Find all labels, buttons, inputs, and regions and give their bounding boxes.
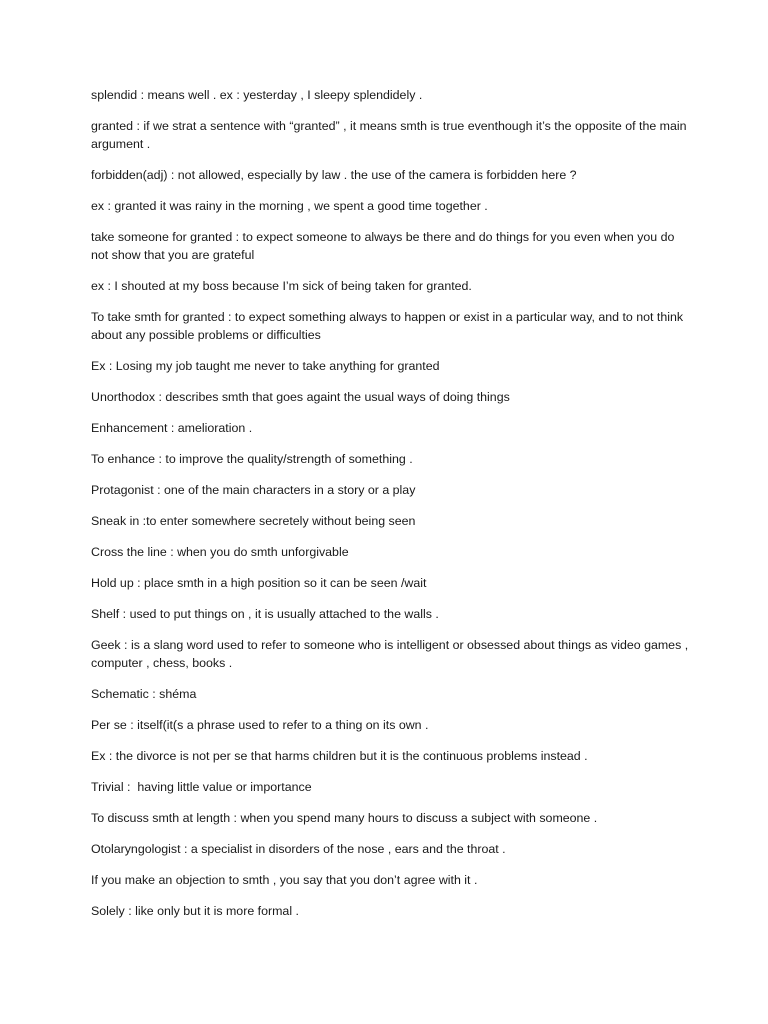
paragraph: Trivial : having little value or importance: [91, 780, 312, 794]
paragraph: Ex : Losing my job taught me never to take anything for granted: [91, 359, 440, 373]
paragraph: Hold up : place smth in a high position so it can be seen /wait: [91, 576, 427, 590]
paragraph: forbidden(adj) : not allowed, especially by law . the use of the camera is forbidden here ?: [91, 168, 577, 182]
paragraph: Per se : itself(it(s a phrase used to refer to a thing on its own .: [91, 718, 429, 732]
paragraph: If you make an objection to smth , you say that you don’t agree with it .: [91, 873, 478, 887]
paragraph: granted : if we strat a sentence with “granted” , it means smth is true eventhough it’s the opposite of the main argument .: [91, 119, 690, 151]
paragraph: Cross the line : when you do smth unforgivable: [91, 545, 349, 559]
paragraph: Schematic : shéma: [91, 687, 197, 701]
paragraph: ex : granted it was rainy in the morning , we spent a good time together .: [91, 199, 488, 213]
paragraph: To discuss smth at length : when you spend many hours to discuss a subject with someone .: [91, 811, 598, 825]
paragraph: take someone for granted : to expect someone to always be there and do things for you even when you do not show that you are grateful: [91, 230, 678, 262]
paragraph: Enhancement : amelioration .: [91, 421, 253, 435]
paragraph: Geek : is a slang word used to refer to someone who is intelligent or obsessed about things as video games , computer , chess, books .: [91, 638, 692, 670]
paragraph: Ex : the divorce is not per se that harms children but it is the continuous problems instead .: [91, 749, 588, 763]
paragraph: Protagonist : one of the main characters in a story or a play: [91, 483, 416, 497]
paragraph: Unorthodox : describes smth that goes againt the usual ways of doing things: [91, 390, 510, 404]
paragraph: To take smth for granted : to expect something always to happen or exist in a particular way, and to not think about any possible problems or difficulties: [91, 310, 687, 342]
paragraph: ex : I shouted at my boss because I’m sick of being taken for granted.: [91, 279, 472, 293]
paragraph: Sneak in :to enter somewhere secretely without being seen: [91, 514, 416, 528]
paragraph: To enhance : to improve the quality/strength of something .: [91, 452, 413, 466]
paragraph: splendid : means well . ex : yesterday , I sleepy splendidely .: [91, 88, 423, 102]
paragraph: Shelf : used to put things on , it is usually attached to the walls .: [91, 607, 439, 621]
document-body: [91, 86, 691, 933]
paragraph: Otolaryngologist : a specialist in disorders of the nose , ears and the throat .: [91, 842, 506, 856]
paragraph: Solely : like only but it is more formal .: [91, 904, 299, 918]
